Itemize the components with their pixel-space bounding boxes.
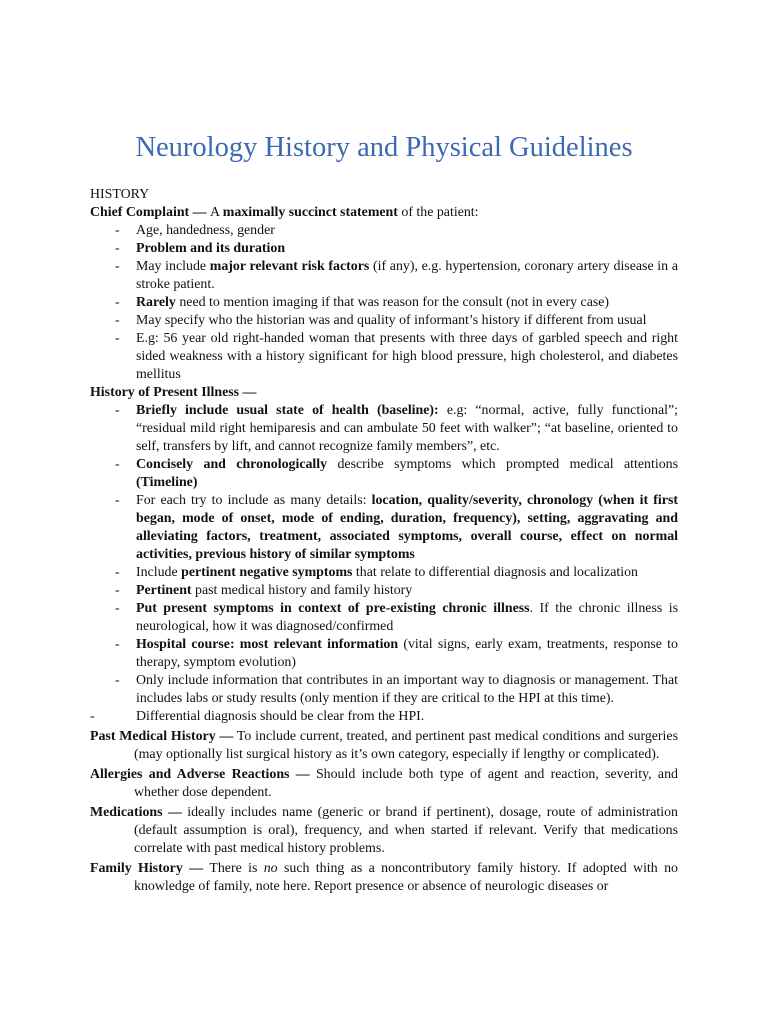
list-item: - Age, handedness, gender bbox=[115, 223, 275, 238]
list-item: - Problem and its duration bbox=[115, 241, 286, 256]
allergies-paragraph: Allergies and Adverse Reactions — Should include both type of agent and reaction, severity, and whether dose dependent. bbox=[90, 767, 678, 800]
pmh-paragraph: Past Medical History — To include current, treated, and pertinent past medical conditions and surgeries (may optionally list surgical history as it’s own category, especially if lengthy or complicated). bbox=[90, 729, 678, 762]
list-item: - May specify who the historian was and quality of informant’s history if different from usual bbox=[115, 313, 647, 328]
chief-complaint-list bbox=[90, 222, 678, 384]
list-item: - Include pertinent negative symptoms that relate to differential diagnosis and localization bbox=[115, 565, 638, 580]
pmh-label: Past Medical History — bbox=[90, 729, 234, 744]
family-history-paragraph: Family History — There is no such thing as a noncontributory family history. If adopted with no knowledge of family, note here. Report presence or absence of neurologic diseases or bbox=[90, 861, 678, 894]
hpi-list-trailing bbox=[90, 708, 678, 726]
hpi-label: History of Present Illness — bbox=[90, 385, 257, 400]
list-item: - Concisely and chronologically describe symptoms which prompted medical attentions (Timeline) bbox=[115, 457, 678, 490]
document-title: Neurology History and Physical Guidelines bbox=[135, 132, 633, 164]
allergies-label: Allergies and Adverse Reactions — bbox=[90, 767, 310, 782]
section-label-history: HISTORY bbox=[90, 187, 150, 202]
list-item: - Put present symptoms in context of pre-existing chronic illness. If the chronic illness is neurological, how it was diagnosed/confirmed bbox=[115, 601, 678, 634]
list-item: - For each try to include as many details: location, quality/severity, chronology (when it first began, mode of onset, mode of ending, duration, frequency), setting, aggravating and alleviating factors, treatment, associated symptoms, overall course, effect on normal activities, previous history of similar symptoms bbox=[115, 493, 678, 562]
list-item: - E.g: 56 year old right-handed woman that presents with three days of garbled speech and right sided weakness with a history significant for high blood pressure, high cholesterol, and diabetes mellitus bbox=[115, 331, 678, 382]
list-item: - Rarely need to mention imaging if that was reason for the consult (not in every case) bbox=[115, 295, 610, 310]
list-item: - Briefly include usual state of health (baseline): e.g: “normal, active, fully functional”; “residual mild right hemiparesis and can ambulate 50 feet with walker”; “at baseline, oriented to self, transfers by lift, and cannot recognize family members”, etc. bbox=[115, 403, 678, 454]
chief-complaint-label: Chief Complaint — bbox=[90, 205, 211, 220]
list-item: - May include major relevant risk factors (if any), e.g. hypertension, coronary artery disease in a stroke patient. bbox=[115, 259, 678, 292]
list-item: - Hospital course: most relevant information (vital signs, early exam, treatments, response to therapy, symptom evolution) bbox=[115, 637, 678, 670]
list-item: - Pertinent past medical history and family history bbox=[115, 583, 413, 598]
hpi-heading bbox=[90, 384, 678, 402]
medications-paragraph: Medications — ideally includes name (generic or brand if pertinent), dosage, route of administration (default assumption is oral), frequency, and when started if relevant. Verify that medications correlate with past medical history problems. bbox=[90, 805, 678, 856]
document-body bbox=[90, 186, 678, 896]
list-item: - Differential diagnosis should be clear from the HPI. bbox=[90, 709, 425, 724]
family-history-label: Family History — bbox=[90, 861, 210, 876]
medications-label: Medications — bbox=[90, 805, 182, 820]
hpi-list bbox=[90, 402, 678, 708]
list-item: - Only include information that contributes in an important way to diagnosis or management. That includes labs or study results (only mention if they are critical to the HPI at this time). bbox=[115, 673, 678, 706]
chief-complaint-heading: Chief Complaint — A maximally succinct statement of the patient: bbox=[90, 205, 479, 220]
